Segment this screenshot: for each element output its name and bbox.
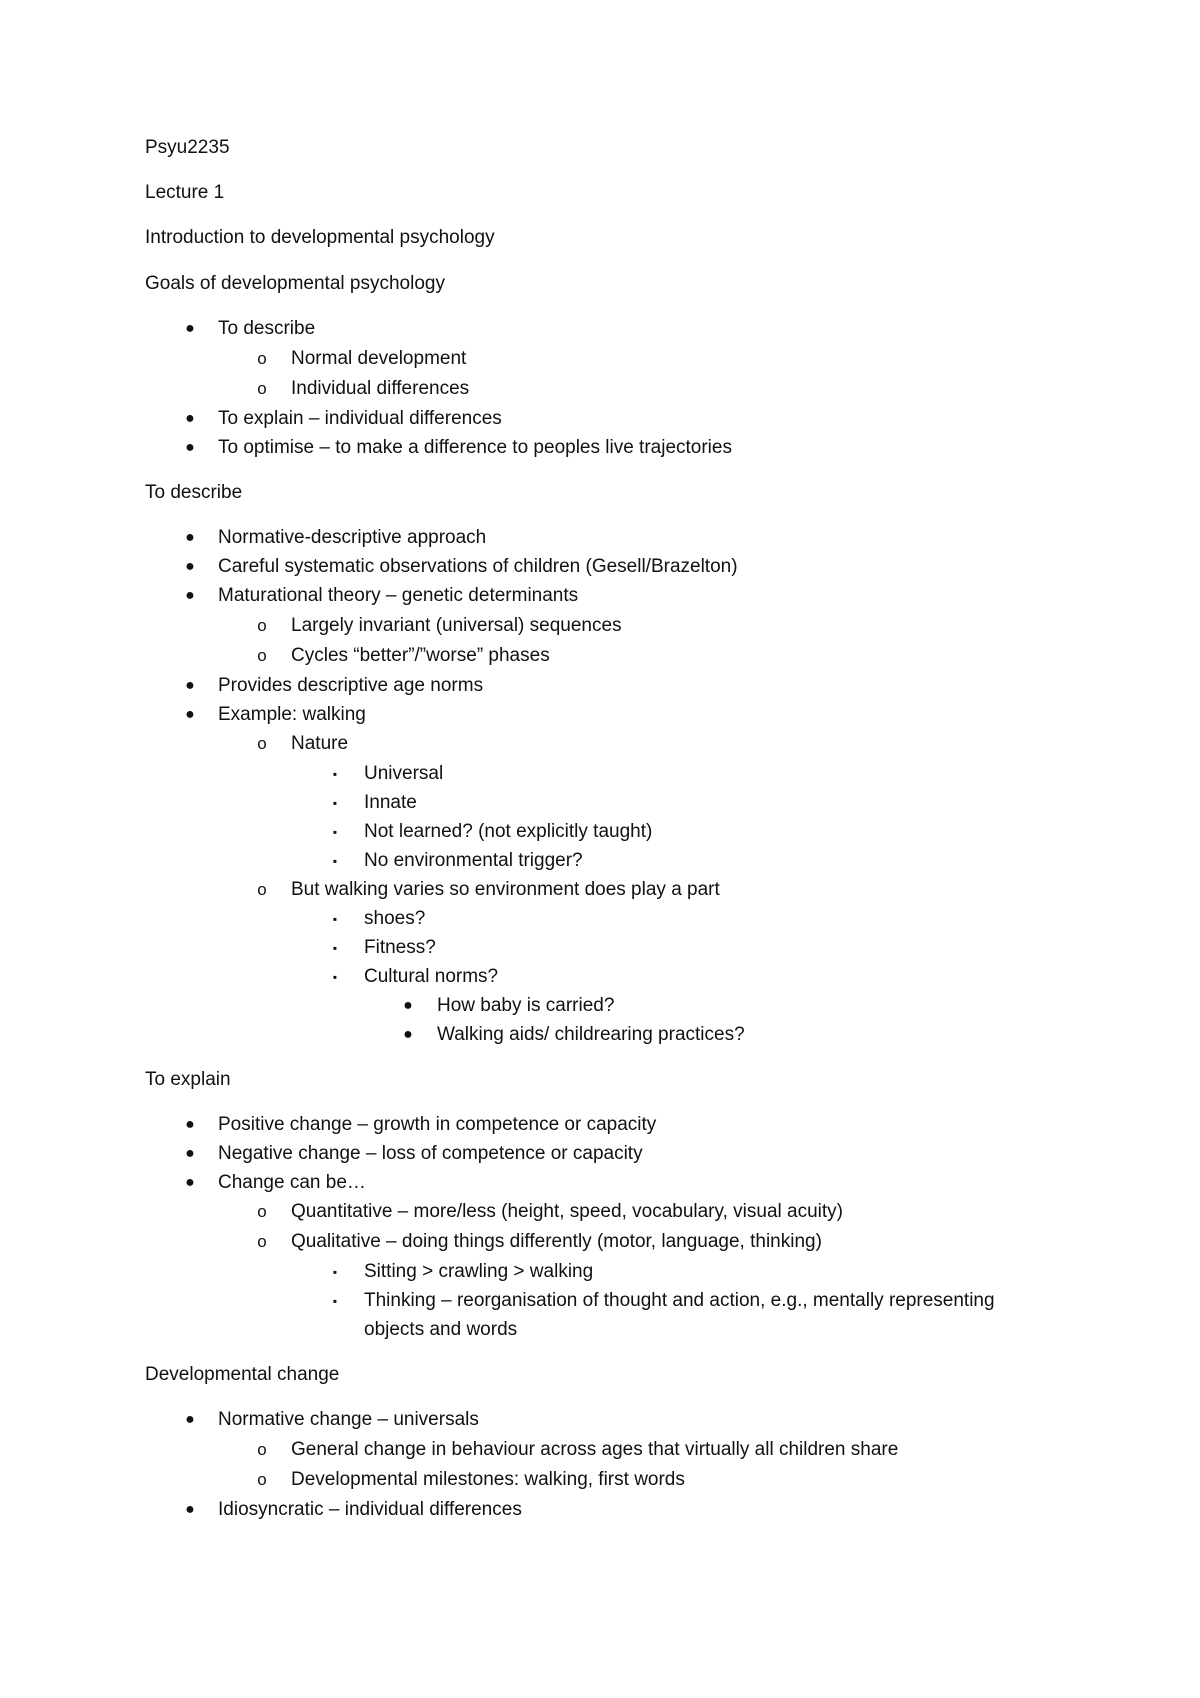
list-item-text: Largely invariant (universal) sequences — [291, 615, 622, 636]
bullet-marker: ▪ — [332, 912, 338, 926]
list-item-text: Careful systematic observations of children (Gesell/Brazelton) — [218, 556, 738, 577]
heading-line: Goals of developmental psychology — [145, 273, 445, 294]
list-item-text: To optimise – to make a difference to peoples live trajectories — [218, 437, 732, 458]
list-item-text: objects and words — [364, 1319, 518, 1340]
list-item-text: Change can be… — [218, 1172, 366, 1193]
bullet-marker: ● — [185, 677, 195, 694]
list-item-text: Positive change – growth in competence or capacity — [218, 1114, 657, 1135]
list-item-text: Fitness? — [364, 937, 436, 958]
list-item-text: Cultural norms? — [364, 966, 499, 987]
heading-line: Introduction to developmental psychology — [145, 227, 495, 248]
bullet-marker: ● — [185, 320, 195, 337]
bullet-marker: o — [257, 880, 267, 899]
list-item-text: Thinking – reorganisation of thought and action, e.g., mentally representing — [364, 1290, 995, 1311]
heading-line: Lecture 1 — [145, 182, 225, 203]
list-item-text: Walking aids/ childrearing practices? — [437, 1024, 745, 1045]
list-item-text: Not learned? (not explicitly taught) — [364, 821, 653, 842]
bullet-marker: ● — [185, 1501, 195, 1518]
list-item-text: Individual differences — [291, 378, 470, 399]
list-item-text: No environmental trigger? — [364, 850, 583, 871]
heading-line: To explain — [145, 1069, 231, 1090]
list-item-text: But walking varies so environment does play a part — [291, 879, 720, 900]
bullet-marker: ● — [185, 1145, 195, 1162]
list-item-text: Normative-descriptive approach — [218, 527, 487, 548]
list-item-text: How baby is carried? — [437, 995, 615, 1016]
list-item-text: Provides descriptive age norms — [218, 675, 484, 696]
bullet-marker: ▪ — [332, 941, 338, 955]
bullet-marker: o — [257, 1232, 267, 1251]
heading-line: Developmental change — [145, 1364, 340, 1385]
list-item-text: Qualitative – doing things differently (motor, language, thinking) — [291, 1231, 822, 1252]
bullet-marker: ● — [403, 997, 413, 1014]
list-item-text: Cycles “better”/”worse” phases — [291, 645, 550, 666]
bullet-marker: o — [257, 646, 267, 665]
bullet-marker: ● — [185, 587, 195, 604]
bullet-marker: ▪ — [332, 854, 338, 868]
bullet-marker: ● — [185, 1116, 195, 1133]
bullet-marker: ● — [185, 558, 195, 575]
list-item-text: shoes? — [364, 908, 426, 929]
bullet-marker: o — [257, 1202, 267, 1221]
bullet-marker: ● — [185, 1174, 195, 1191]
bullet-marker: ● — [403, 1026, 413, 1043]
list-item-text: Maturational theory – genetic determinants — [218, 585, 579, 606]
bullet-marker: ▪ — [332, 970, 338, 984]
heading-line: Psyu2235 — [145, 137, 230, 158]
bullet-marker: ● — [185, 1411, 195, 1428]
bullet-marker: ▪ — [332, 796, 338, 810]
bullet-marker: o — [257, 1470, 267, 1489]
list-item-text: Normative change – universals — [218, 1409, 479, 1430]
list-item-text: Idiosyncratic – individual differences — [218, 1499, 522, 1520]
list-item-text: Example: walking — [218, 704, 366, 725]
list-item-text: Nature — [291, 733, 349, 754]
bullet-marker: o — [257, 349, 267, 368]
list-item-text: Innate — [364, 792, 417, 813]
list-item-text: To describe — [218, 318, 316, 339]
bullet-marker: ▪ — [332, 1294, 338, 1308]
list-item-text: General change in behaviour across ages that virtually all children share — [291, 1439, 899, 1460]
list-item-text: Sitting > crawling > walking — [364, 1261, 594, 1282]
bullet-marker: ● — [185, 439, 195, 456]
list-item-text: To explain – individual differences — [218, 408, 502, 429]
bullet-marker: o — [257, 734, 267, 753]
bullet-marker: ● — [185, 529, 195, 546]
heading-line: To describe — [145, 482, 243, 503]
bullet-marker: ● — [185, 410, 195, 427]
list-item-text: Developmental milestones: walking, first words — [291, 1469, 685, 1490]
list-item-text: Negative change – loss of competence or capacity — [218, 1143, 643, 1164]
list-item-text: Normal development — [291, 348, 467, 369]
bullet-marker: ● — [185, 706, 195, 723]
list-item-text: Universal — [364, 763, 444, 784]
bullet-marker: o — [257, 616, 267, 635]
bullet-marker: o — [257, 1440, 267, 1459]
list-item-text: Quantitative – more/less (height, speed, vocabulary, visual acuity) — [291, 1201, 843, 1222]
bullet-marker: ▪ — [332, 825, 338, 839]
bullet-marker: ▪ — [332, 1265, 338, 1279]
bullet-marker: o — [257, 379, 267, 398]
bullet-marker: ▪ — [332, 767, 338, 781]
